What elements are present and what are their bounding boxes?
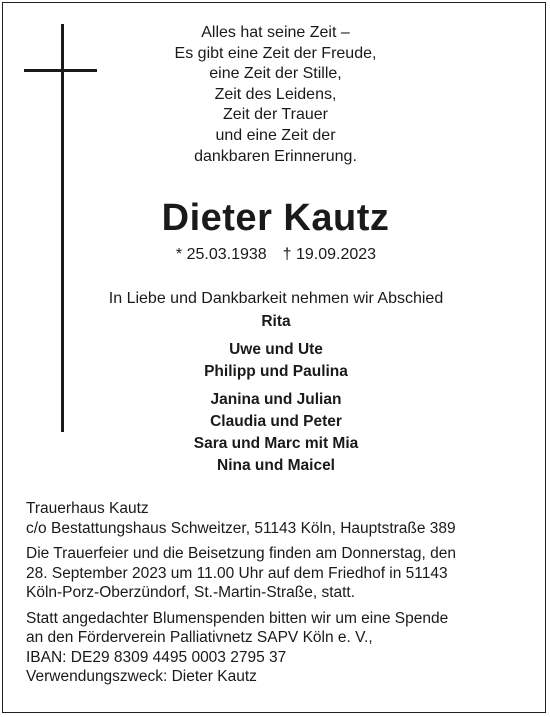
poem-line: und eine Zeit der [215, 126, 336, 144]
mourner: Sara und Marc mit Mia [193, 435, 359, 452]
life-dates [3, 245, 549, 265]
info-line: Die Trauerfeier und die Beisetzung finden am Donnerstag, den [26, 545, 456, 562]
mourners-list [3, 311, 549, 483]
info-line: Verwendungszweck: Dieter Kautz [26, 668, 257, 685]
info-line: an den Förderverein Palliativnetz SAPV Köln e. V., [26, 629, 373, 646]
mourner: Uwe und Ute [229, 341, 323, 358]
ceremony-paragraph [26, 544, 536, 603]
mourner: Nina und Maicel [217, 457, 335, 474]
info-line: 28. September 2023 um 11.00 Uhr auf dem Friedhof in 51143 [26, 564, 448, 582]
birth-date: * 25.03.1938 [175, 246, 267, 263]
obituary-notice [2, 2, 546, 713]
death-date: † 19.09.2023 [282, 246, 377, 263]
donation-paragraph [26, 609, 536, 687]
mourner: Rita [261, 313, 291, 330]
farewell-text: In Liebe und Dankbarkeit nehmen wir Abschied [108, 290, 444, 307]
poem-line: dankbaren Erinnerung. [194, 147, 357, 165]
mourner: Claudia und Peter [210, 413, 342, 430]
info-line: Statt angedachter Blumenspenden bitten wir um eine Spende [26, 609, 449, 627]
mourner-group [3, 389, 549, 477]
info-section [26, 499, 536, 693]
poem-line: Es gibt eine Zeit der Freude, [174, 44, 377, 62]
poem-line: Zeit des Leidens, [214, 85, 337, 103]
mourner-group [3, 339, 549, 383]
deceased-name: Dieter Kautz [161, 197, 390, 239]
mourner: Janina und Julian [210, 391, 342, 408]
info-line: c/o Bestattungshaus Schweitzer, 51143 Köln, Hauptstraße 389 [26, 519, 456, 537]
poem [123, 23, 428, 167]
poem-line: eine Zeit der Stille, [209, 65, 342, 83]
mourner: Philipp und Paulina [204, 363, 348, 380]
mourner-group [3, 311, 549, 333]
info-line: Trauerhaus Kautz [26, 500, 149, 517]
address-paragraph [26, 499, 536, 538]
info-line: Köln-Porz-Oberzündorf, St.-Martin-Straße, statt. [26, 584, 356, 601]
poem-line: Zeit der Trauer [223, 106, 328, 124]
poem-line: Alles hat seine Zeit – [201, 24, 350, 41]
info-line: IBAN: DE29 8309 4495 0003 2795 37 [26, 648, 287, 666]
